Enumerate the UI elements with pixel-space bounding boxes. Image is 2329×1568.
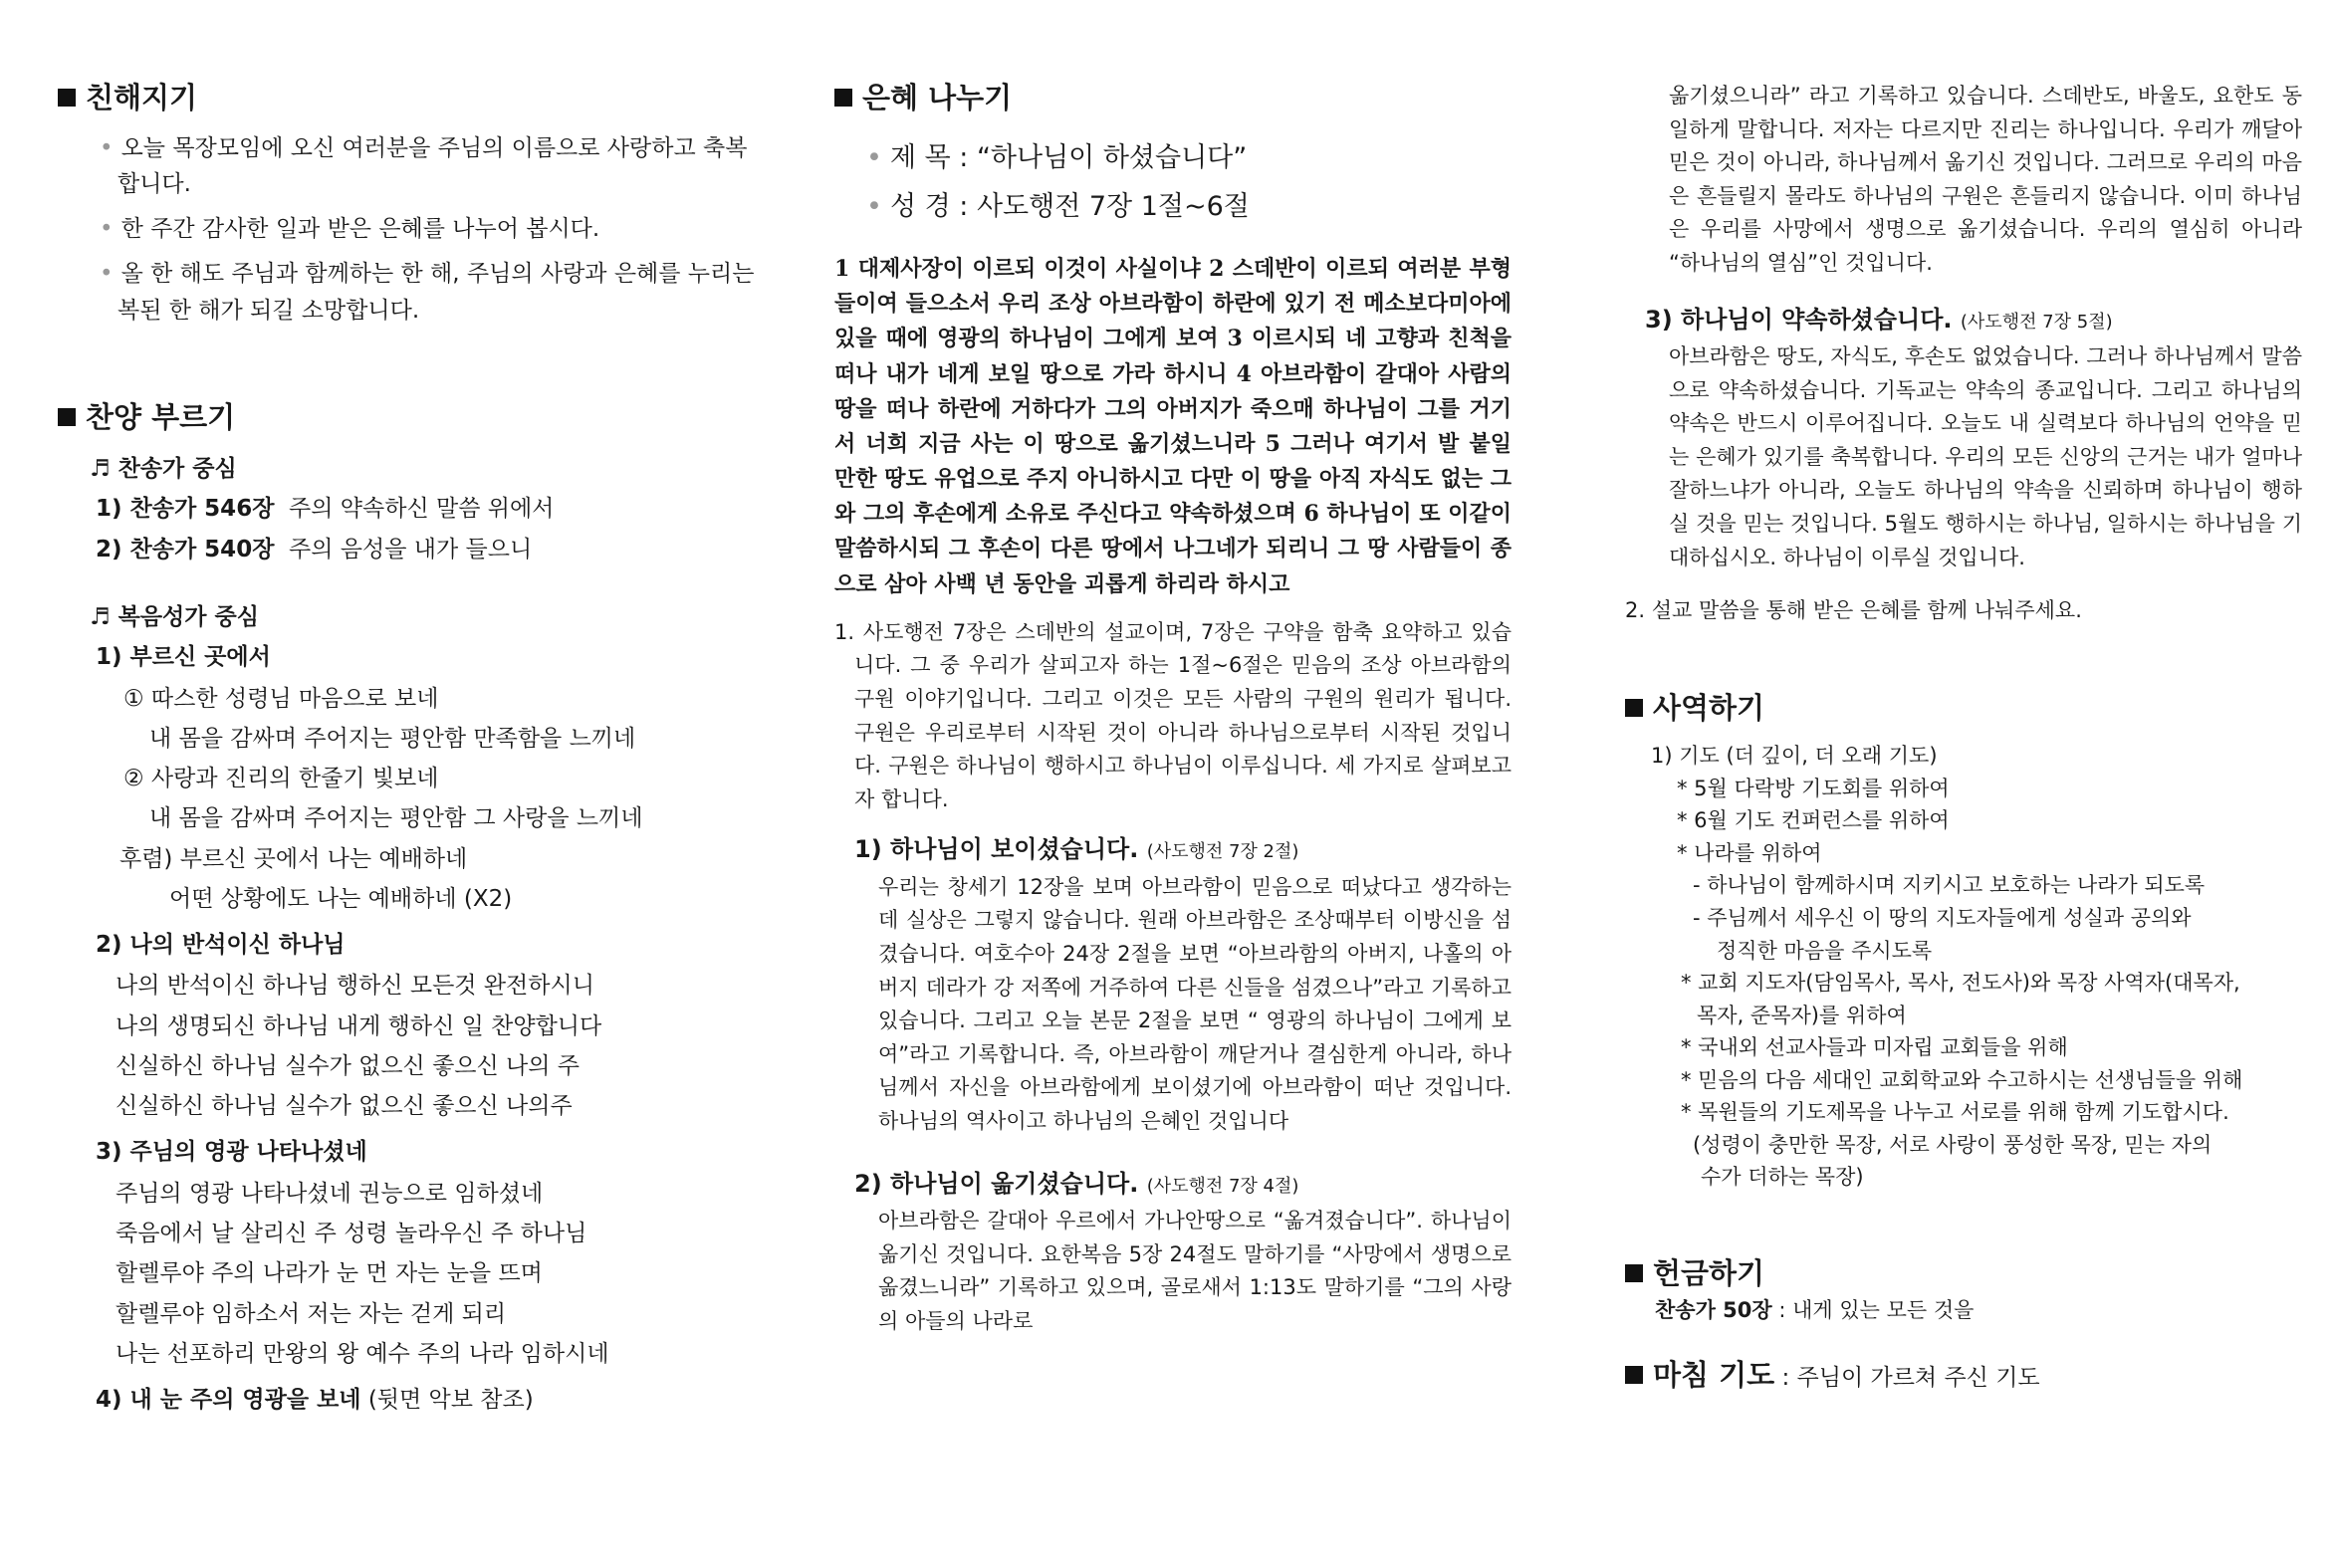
square-bullet-icon <box>1625 699 1643 717</box>
sermon-intro: 1. 사도행전 7장은 스데반의 설교이며, 7장은 구약을 함축 요약하고 있습니다. 그 중 우리가 살피고자 하는 1절~6절은 믿음의 조상 아브라함의 구원 이야기입니다. 그리고 이것은 모든 사람의 구원의 원리가 됩니다. 구원은 우리로부터 시작된 것이 아니라 하나님으로부터 시작된 것입니다. 구원은 하나님이 행하시고 하나님이 이루십니다. 세 가지로 살펴보고자 합니다. <box>834 619 1512 811</box>
greeting-bullet: • 오늘 목장모임에 오신 여러분을 주님의 이름으로 사랑하고 축복합니다. <box>58 130 755 204</box>
prayer-item: * 6월 기도 컨퍼런스를 위하여 <box>1677 808 1950 833</box>
section-title-sharing: 은혜 나누기 <box>834 78 1512 118</box>
song-line: 죽음에서 날 살리신 주 성령 놀라우신 주 하나님 <box>116 1221 587 1247</box>
column-middle <box>834 78 1512 1338</box>
song-line: 나의 반석이신 하나님 행하신 모든것 완전하시니 <box>116 973 594 1000</box>
song-line: 할렐루야 주의 나라가 눈 먼 자는 눈을 뜨며 <box>116 1260 543 1287</box>
greeting-bullet: • 한 주간 감사한 일과 받은 은혜를 나누어 봅시다. <box>58 211 755 248</box>
square-bullet-icon <box>58 408 76 426</box>
greeting-bullet: • 올 한 해도 주님과 함께하는 한 해, 주님의 사랑과 은혜를 누리는 복된 한 해가 되길 소망합니다. <box>58 256 755 330</box>
prayer-item: 목자, 준목자)를 위하여 <box>1697 1003 1907 1027</box>
song-4-title: 4) 내 눈 주의 영광을 보네 (뒷면 악보 참조) <box>96 1387 534 1414</box>
prayer-item: * 국내외 선교사들과 미자립 교회들을 위해 <box>1681 1035 2068 1060</box>
section-title-ministry: 사역하기 <box>1625 688 2302 729</box>
song-line: 신실하신 하나님 실수가 없으신 좋으신 나의주 <box>116 1093 573 1120</box>
song-line: 후렴) 부르신 곳에서 나는 예배하네 <box>119 845 468 872</box>
offering-hymn: 찬송가 50장 : 내게 있는 모든 것을 <box>1655 1297 1975 1322</box>
prayer-item: 수가 더하는 목장) <box>1701 1165 1864 1190</box>
square-bullet-icon <box>58 89 76 107</box>
column-left <box>58 78 755 1420</box>
point-2-heading: 2) 하나님이 옮기셨습니다. (사도행전 7장 4절) <box>854 1169 1299 1198</box>
prayer-item: * 믿음의 다음 세대인 교회학교와 수고하시는 선생님들을 위해 <box>1681 1067 2243 1092</box>
song-1-title: 1) 부르신 곳에서 <box>96 644 271 671</box>
column-right <box>1625 80 2302 1408</box>
gospel-center-label: ♬ 복음성가 중심 <box>90 603 259 630</box>
square-bullet-icon <box>1625 1264 1643 1282</box>
point-3-heading: 3) 하나님이 약속하셨습니다. (사도행전 7장 5절) <box>1645 305 2113 334</box>
section-title-praise: 찬양 부르기 <box>58 397 755 438</box>
prayer-item: * 5월 다락방 기도회를 위하여 <box>1677 776 1950 800</box>
prayer-item: * 나라를 위하여 <box>1677 840 1822 865</box>
hymn-1: 1) 찬송가 546장 주의 약속하신 말씀 위에서 <box>96 496 555 523</box>
prayer-heading: 1) 기도 (더 깊이, 더 오래 기도) <box>1651 744 1938 769</box>
point-2-body-continued: 옮기셨으니라” 라고 기록하고 있습니다. 스데반도, 바울도, 요한도 동일하게 말합니다. 저자는 다르지만 진리는 하나입니다. 우리가 깨달아 믿은 것이 아니라, 하나님께서 옮기신 것입니다. 그러므로 우리의 마음은 흔들릴지 몰라도 하나님의 구원은 흔들리지 않습니다. 이미 하나님은 우리를 사망에서 생명으로 옮기셨습니다. 우리의 열심히 아니라 “하나님의 열심”인 것입니다. <box>1669 84 2302 275</box>
song-line: 내 몸을 감싸며 주어지는 평안함 그 사랑을 느끼네 <box>149 805 643 832</box>
prayer-item: * 목원들의 기도제목을 나누고 서로를 위해 함께 기도합시다. <box>1681 1100 2229 1125</box>
song-2-title: 2) 나의 반석이신 하나님 <box>96 932 346 959</box>
nation-item: - 주님께서 세우신 이 땅의 지도자들에게 성실과 공의와 <box>1693 906 2192 931</box>
section-title-greeting: 친해지기 <box>58 78 755 118</box>
song-line: ① 따스한 성령님 마음으로 보네 <box>123 685 439 712</box>
song-line: ② 사랑과 진리의 한줄기 빛보네 <box>123 766 439 792</box>
point-1-heading: 1) 하나님이 보이셨습니다. (사도행전 7장 2절) <box>854 835 1299 864</box>
sharing-question-2: 2. 설교 말씀을 통해 받은 은혜를 함께 나눠주세요. <box>1625 598 2082 623</box>
song-3-title: 3) 주님의 영광 나타나셨네 <box>96 1139 367 1166</box>
hymn-2: 2) 찬송가 540장 주의 음성을 내가 들으니 <box>96 536 533 562</box>
point-2-body: 아브라함은 갈대아 우르에서 가나안땅으로 “옮겨졌습니다”. 하나님이 옮기신 것입니다. 요한복음 5장 24절도 말하기를 “사망에서 생명으로 옮겼느니라” 기록하고 있으며, 골로새서 1:13도 말하기를 “그의 사랑의 아들의 나라로 <box>878 1208 1512 1333</box>
hymn-center-label: ♬ 찬송가 중심 <box>90 456 237 483</box>
prayer-item: * 교회 지도자(담임목사, 목사, 전도사)와 목장 사역자(대목자, <box>1681 971 2240 996</box>
song-line: 주님의 영광 나타나셨네 권능으로 임하셨네 <box>116 1180 544 1207</box>
song-line: 어떤 상황에도 나는 예배하네 (X2) <box>169 885 513 912</box>
point-1-body: 우리는 창세기 12장을 보며 아브라함이 믿음으로 떠났다고 생각하는데 실상은 그렇지 않습니다. 원래 아브라함은 조상때부터 이방신을 섬겼습니다. 여호수아 24장 2절을 보면 “아브라함의 아버지, 나홀의 아버지 데라가 강 저쪽에 거주하여 다른 신들을 섬겼으나”라고 기록하고 있습니다. 그리고 오늘 본문 2절을 보면 “ 영광의 하나님이 그에게 보여”라고 기록합니다. 즉, 아브라함이 깨닫거나 결심한게 아니라, 하나님께서 자신을 아브라함에게 보이셨기에 아브라함이 떠난 것입니다. 하나님의 역사이고 하나님의 은혜인 것입니다 <box>878 874 1512 1133</box>
nation-item: 정직한 마음을 주시도록 <box>1717 938 1933 963</box>
square-bullet-icon <box>834 89 852 107</box>
point-3-body: 아브라함은 땅도, 자식도, 후손도 없었습니다. 그러나 하나님께서 말씀으로 약속하셨습니다. 기독교는 약속의 종교입니다. 그리고 하나님의 약속은 반드시 이루어집니다. 오늘도 내 실력보다 하나님의 언약을 믿는 은혜가 있기를 축복합니다. 우리의 모든 신앙의 근거는 내가 얼마나 잘하느냐가 아니라, 오늘도 하나님의 약속을 신뢰하며 하나님이 행하실 것을 믿는 것입니다. 5월도 행하시는 하나님, 일하시는 하나님을 기대하십시오. 하나님이 이루실 것입니다. <box>1669 343 2302 569</box>
nation-item: - 하나님이 함께하시며 지키시고 보호하는 나라가 되도록 <box>1693 873 2206 898</box>
sermon-scripture: • 성 경 : 사도행전 7장 1절~6절 <box>834 185 1512 228</box>
prayer-item: (성령이 충만한 목장, 서로 사랑이 풍성한 목장, 믿는 자의 <box>1693 1132 2213 1157</box>
scripture-text: 1 대제사장이 이르되 이것이 사실이냐 2 스데반이 이르되 여러분 부형들이여 들으소서 우리 조상 아브라함이 하란에 있기 전 메소보다미아에 있을 때에 영광의 하나님이 그에게 보여 3 이르시되 네 고향과 친척을 떠나 내가 네게 보일 땅으로 가라 하시니 4 아브라함이 갈대아 사람의 땅을 떠나 하란에 거하다가 그의 아버지가 죽으매 하나님이 그를 거기서 너희 지금 사는 이 땅으로 옮기셨느니라 5 그러나 여기서 발 붙일 만한 땅도 유업으로 주지 아니하시고 다만 이 땅을 아직 자식도 없는 그와 그의 후손에게 소유로 주신다고 약속하셨으며 6 하나님이 또 이같이 말씀하시되 그 후손이 다른 땅에서 나그네가 되리니 그 땅 사람들이 종으로 삼아 사백 년 동안을 괴롭게 하리라 하시고 <box>834 255 1512 597</box>
song-line: 신실하신 하나님 실수가 없으신 좋으신 나의 주 <box>116 1052 581 1079</box>
song-line: 나의 생명되신 하나님 내게 행하신 일 찬양합니다 <box>116 1012 602 1039</box>
section-title-closing-prayer: 마침 기도 : 주님이 가르쳐 주신 기도 <box>1625 1355 2302 1396</box>
song-line: 나는 선포하리 만왕의 왕 예수 주의 나라 임하시네 <box>116 1340 609 1367</box>
song-line: 할렐루야 임하소서 저는 자는 걷게 되리 <box>116 1300 507 1327</box>
sermon-title: • 제 목 : “하나님이 하셨습니다” <box>834 136 1512 179</box>
section-title-offering: 헌금하기 <box>1625 1253 2302 1294</box>
square-bullet-icon <box>1625 1366 1643 1384</box>
song-line: 내 몸을 감싸며 주어지는 평안함 만족함을 느끼네 <box>149 725 636 752</box>
